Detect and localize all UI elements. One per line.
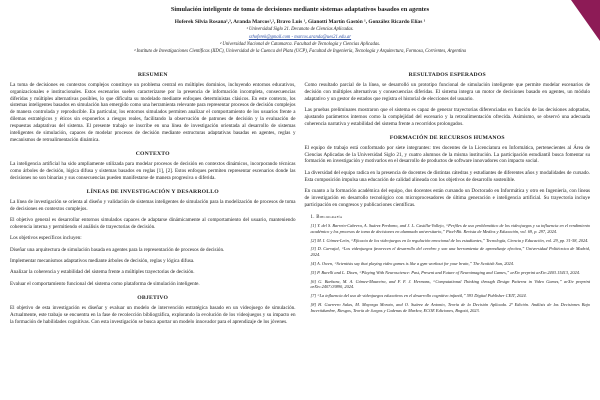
paper-title: Simulación inteligente de toma de decisiones mediante sistemas adaptativos basados en agentes — [170, 6, 430, 13]
paragraph: Analizar la coherencia y estabilidad del sistema frente a múltiples trayectorias de decisión. — [10, 269, 195, 276]
section-heading-formacion: FORMACIÓN DE RECURSOS HUMANOS — [389, 134, 505, 141]
left-column — [10, 65, 296, 330]
reference-item: [7] “La influencia del uso de videojuegos educativos en el desarrollo cognitivo infantil,” 593 Digital Publisher CEIT, 2024. — [310, 293, 527, 299]
paragraph: Las pruebas preliminares mostraron que el sistema es capaz de generar trayectorias diferenciadas en función de las decisiones adoptadas, ajustando parámetros internos como la complejidad del escenario y la retroalimentación ofrecida. Asimismo, se observó una adecuada coherencia narrativa y estabilidad del sistema frente a recorridos prolongados. — [304, 106, 590, 127]
section-heading-resumen: RESUMEN — [137, 71, 168, 78]
reference-item: [6] G. Barbara, M. A. Gómez-Maureira, and F. F. J. Hermans, “Computational Thinking through Design Patterns in Video Games,” arXiv preprint arXiv:2407.03890, 2024. — [310, 278, 590, 290]
paragraph: La toma de decisiones en contextos complejos constituye un problema central en múltiples dominios, incluyendo entornos educativos, organizacionales e institucionales. Estos escenarios suelen caracterizarse por la presencia de información incompleta, consecuencias diferidas y múltiples alternativas posibles, lo que dificulta su modelado mediante enfoques deterministas clásicos. En este contexto, los sistemas inteligentes basados en simulación han emergido como una herramienta relevante para representar procesos de decisión complejos de manera controlada y reproducible. En particular, los entornos simulados permiten analizar el comportamiento de los usuarios frente a dilemas estratégicos y éticos sin exponerlos a riesgos reales, facilitando la observación de patrones de decisión y la evaluación de respuestas adaptativas del sistema. El presente trabajo se inscribe en una línea de investigación orientada al desarrollo de sistemas inteligentes de simulación, capaces de modelar procesos de decisión mediante estructuras adaptativas basadas en agentes, reglas y mecanismos de retroalimentación dinámica. — [10, 81, 296, 143]
paragraph: En cuanto a la formación académica del equipo, dos docentes están cursando un Doctorado en Informática y otro en Ingeniería, con líneas de investigación en desarrollo tecnológico con microprocesadores de última generación e inteligencia artificial. Su trayectoria incluye participación en congresos y publicaciones científicas. — [304, 188, 590, 208]
reference-item: [4] A. Owen, “Scientists say that playing video games is like a gym workout for your brain,” The Scottish Sun, 2024. — [310, 260, 514, 266]
paragraph: El equipo de trabajo está conformado por siete integrantes: tres docentes de la Licenciatura en Informática, pertenecientes al Área de Ciencias Aplicadas de la Universidad Siglo 21, y cuatro alumnos de la misma institución. La participación estudiantil busca fomentar su formación en investigación y motivarlos en el desarrollo de productos de software innovadores con impacto social. — [304, 144, 590, 165]
paragraph: La línea de investigación se orienta al diseño y validación de sistemas inteligentes de simulación para la modelización de procesos de toma de decisiones en contextos complejos. — [10, 198, 296, 212]
reference-item: [5] P. Burelli and L. Dixen, “Playing With Neuroscience: Past, Present and Future of Neuroimaging and Games,” arXiv preprint arXiv:2403.15413, 2024. — [310, 269, 580, 275]
two-column-body — [10, 65, 590, 330]
section-heading-lineas: LÍNEAS DE INVESTIGACIÓN Y DESARROLLO — [86, 188, 219, 195]
email-line — [10, 35, 590, 41]
section-heading-resultados: RESULTADOS ESPERADOS — [408, 71, 486, 78]
paragraph: La diversidad del equipo radica en la presencia de docentes de distintas cátedras y estudiantes de diferentes años y modalidades de cursado. Esta composición impulsa una educación de calidad alineada con los objetivos de desarrollo sostenible. — [304, 169, 590, 183]
paragraph: Diseñar una arquitectura de simulación basada en agentes para la representación de procesos de decisión. — [10, 246, 225, 253]
reference-item: [8] H. Guerrero Salas, M. Mayorga Morato, and O. Suárez de Antonio, Teoría de la Decisión Aplicada. 2ª Edición. Análisis de las Decisiones Bajo Incertidumbre, Riesgos, Teoría de Juegos y Cadenas de Markov, ECOE Ediciones, Bogotá, 2023. — [310, 302, 590, 313]
affiliation-2: ² Universidad Nacional de Catamarca. Facultad de Tecnología y Ciencias Aplicadas. — [219, 42, 381, 48]
affiliation-1: ¹ Universidad Siglo 21. Decanato de Ciencias Aplicadas. — [246, 27, 354, 33]
paragraph: El objetivo general es desarrollar entornos simulados capaces de adaptarse dinámicamente al comportamiento del usuario, manteniendo coherencia interna y permitiendo el análisis de trayectorias de decisión. — [10, 216, 296, 230]
section-heading-contexto: CONTEXTO — [135, 150, 170, 157]
reference-item: [1] Y. del S. Barreto-Cabrera, A. Suárez Perdomo, and J. L. Castilla-Vallejo, “Perfiles de uso problemático de los videojuegos y su influencia en el rendimiento académico y los procesos de toma de decisiones en alumnado universitario,” Pixel-Bit. Revista de Medios y Educación, vol. 69, p. 297, 2024. — [310, 222, 590, 234]
authors-line: Hoferek Silvia Rosana¹,³, Aranda Marcos¹,², Bravo Luis ¹, Gianotti Martín Gastón ¹, González Ricardo Elías ¹ — [174, 19, 426, 26]
section-heading-bibliografia: 1. Bibliografía — [310, 214, 343, 220]
paragraph: Evaluar el comportamiento funcional del sistema como plataforma de simulación inteligente. — [10, 280, 200, 287]
paragraph: La inteligencia artificial ha sido ampliamente utilizada para modelar procesos de decisión en contextos dinámicos, incorporando técnicas como árboles de decisión, lógica difusa y sistemas basados en reglas [1], [2]. Estos enfoques permiten representar escenarios donde las decisiones no son binarias y sus consecuencias pueden manifestarse de manera progresiva o diferida. — [10, 160, 296, 181]
reference-item: [2] M. I. Gómez-León, “Eficacia de los videojuegos en la regulación emocional de los estudiantes,” Tecnología, Ciencia y Educación, vol. 29, pp. 31-58, 2024. — [310, 237, 589, 243]
paragraph: Los objetivos específicos incluyen: — [10, 235, 82, 242]
paragraph: Implementar mecanismos adaptativos mediante árboles de decisión, reglas y lógica difusa. — [10, 258, 195, 265]
right-column — [305, 65, 591, 330]
paper-header — [10, 6, 590, 56]
reference-item: [3] D. Carvajal, “Los videojuegos favorecen el desarrollo del cerebro y son una herramienta de aprendizaje efectiva,” Universidad Politécnica de Madrid, 2024. — [310, 246, 590, 258]
paragraph: Como resultado parcial de la línea, se desarrolló un prototipo funcional de simulación inteligente que permite modelar escenarios de decisión con múltiples alternativas y consecuencias diferidas. El sistema integra un motor de decisiones basado en agentes, un módulo adaptativo y un gestor de estados que registra el historial de elecciones del usuario. — [304, 81, 590, 102]
section-heading-objetivo: OBJETIVO — [137, 294, 169, 301]
paragraph: El objetivo de esta investigación es diseñar y evaluar un modelo de intervención estratégica basado en un videojuego de simulación. Actualmente, este trabajo se encuentra en la fase de recolección bibliográfica, explorando la evolución de los videojuegos y su impacto en la formación de habilidades cognitivas. Con esta investigación se busca aportar un modelo innovador para el aprendizaje de los jóvenes. — [10, 304, 296, 325]
affiliation-3: ³ Instituto de Investigaciones Científicas (IIDC), Universidad de la Cuenca del Plata (UCP), Facultad de Ingeniería, Tecnología y Arquitectura, Formosa, Corrientes, Argentina — [133, 49, 467, 55]
email-link[interactable]: srhoferek@gmail.com - marcos.aranda@ues21.edu.ar — [248, 34, 352, 40]
